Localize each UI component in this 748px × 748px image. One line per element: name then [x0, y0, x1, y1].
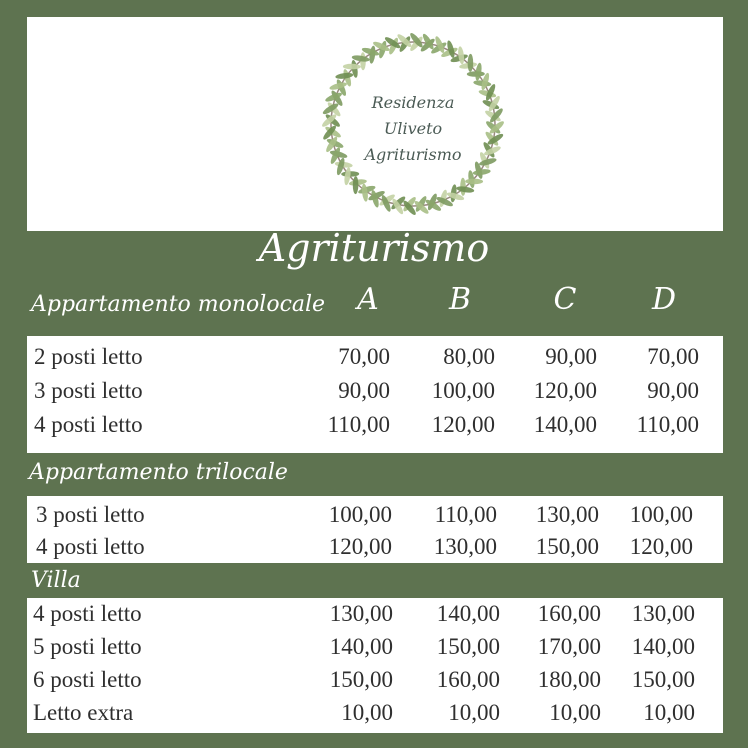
price-cell: 10,00 [549, 700, 601, 725]
row-label: 6 posti letto [33, 667, 142, 692]
table-row [27, 598, 723, 630]
section-title-villa: Villa [31, 568, 81, 593]
price-cell: 100,00 [431, 378, 495, 403]
price-cell: 140,00 [436, 601, 500, 626]
price-cell: 130,00 [535, 502, 599, 527]
price-cell: 160,00 [436, 667, 500, 692]
table-row [27, 499, 723, 531]
logo-line-1: Residenza [371, 93, 455, 112]
price-cell: 110,00 [327, 412, 390, 437]
price-cell: 130,00 [433, 534, 497, 559]
row-label: Letto extra [33, 700, 134, 725]
price-cell: 70,00 [647, 344, 699, 369]
price-cell: 150,00 [329, 667, 393, 692]
price-cell: 180,00 [537, 667, 601, 692]
header-panel [27, 17, 723, 231]
price-cell: 110,00 [434, 502, 497, 527]
price-cell: 120,00 [431, 412, 495, 437]
monolocale-table [27, 336, 723, 453]
row-label: 2 posti letto [34, 344, 143, 369]
price-cell: 70,00 [338, 344, 390, 369]
price-cell: 140,00 [533, 412, 597, 437]
price-cell: 120,00 [328, 534, 392, 559]
table-row [27, 697, 723, 729]
price-cell: 10,00 [643, 700, 695, 725]
column-header-b: B [448, 282, 472, 317]
row-label: 3 posti letto [34, 378, 143, 403]
price-cell: 130,00 [329, 601, 393, 626]
price-cell: 100,00 [328, 502, 392, 527]
price-cell: 170,00 [537, 634, 601, 659]
logo-line-3: Agriturismo [364, 145, 462, 164]
price-cell: 160,00 [537, 601, 601, 626]
price-cell: 80,00 [443, 344, 495, 369]
price-cell: 120,00 [533, 378, 597, 403]
table-row [27, 631, 723, 663]
price-cell: 140,00 [329, 634, 393, 659]
price-cell: 100,00 [629, 502, 693, 527]
table-row [27, 409, 723, 441]
logo [295, 17, 531, 231]
price-cell: 150,00 [631, 667, 695, 692]
column-header-d: D [651, 282, 677, 317]
row-label: 5 posti letto [33, 634, 142, 659]
table-row [27, 664, 723, 696]
row-label: 4 posti letto [33, 601, 142, 626]
price-cell: 90,00 [647, 378, 699, 403]
row-label: 4 posti letto [36, 534, 145, 559]
price-cell: 10,00 [448, 700, 500, 725]
price-cell: 150,00 [436, 634, 500, 659]
trilocale-table [27, 496, 723, 563]
price-cell: 130,00 [631, 601, 695, 626]
section-title-trilocale: Appartamento trilocale [29, 460, 288, 485]
table-row [27, 375, 723, 407]
row-label: 3 posti letto [36, 502, 145, 527]
row-label: 4 posti letto [34, 412, 143, 437]
villa-table [27, 598, 723, 733]
price-cell: 90,00 [338, 378, 390, 403]
page-title: Agriturismo [258, 226, 490, 270]
price-cell: 90,00 [545, 344, 597, 369]
table-row [27, 531, 723, 563]
column-header-a: A [357, 282, 379, 317]
price-cell: 110,00 [636, 412, 699, 437]
price-cell: 10,00 [341, 700, 393, 725]
column-header-c: C [553, 282, 577, 317]
price-cell: 140,00 [631, 634, 695, 659]
logo-line-2: Uliveto [383, 119, 443, 138]
section-title-monolocale: Appartamento monolocale [31, 292, 326, 317]
table-row [27, 341, 723, 373]
price-cell: 150,00 [535, 534, 599, 559]
price-cell: 120,00 [629, 534, 693, 559]
